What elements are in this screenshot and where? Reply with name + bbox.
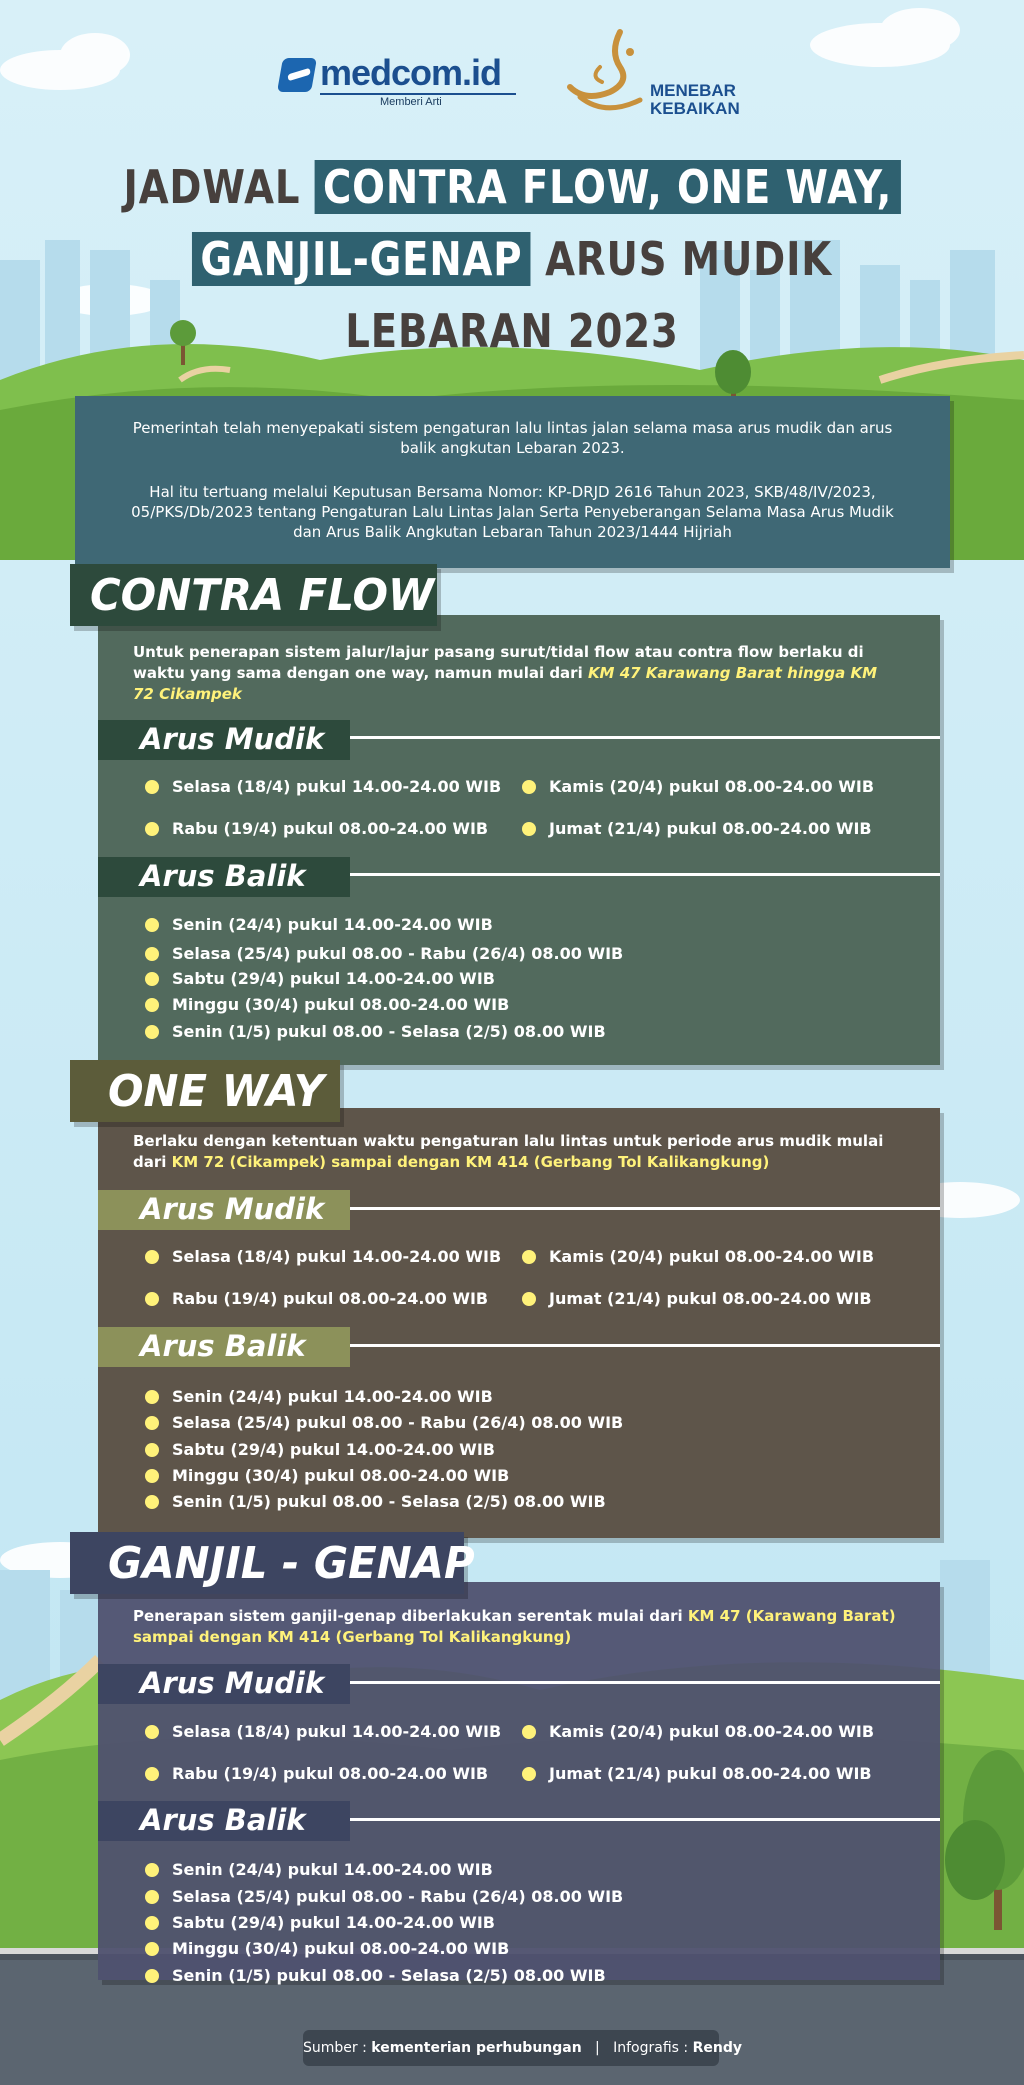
one-way-balik-item: Selasa (25/4) pukul 08.00 - Rabu (26/4) 08.00 WIB — [145, 1413, 623, 1432]
medcom-tagline: Memberi Arti — [380, 96, 442, 108]
ramadan-calligraphy-icon — [560, 22, 650, 122]
one-way-mudik-item: Jumat (21/4) pukul 08.00-24.00 WIB — [522, 1289, 872, 1308]
one-way-note-highlight: KM 72 (Cikampek) sampai dengan KM 414 (Gerbang Tol Kalikangkung) — [171, 1153, 770, 1171]
ganjil-genap-note-highlight: KM 47 (Karawang Barat) sampai dengan KM 414 (Gerbang Tol Kalikangkung) — [133, 1607, 896, 1646]
one-way-mudik-rule — [350, 1207, 940, 1210]
medcom-logo[interactable] — [280, 52, 520, 108]
contra-flow-mudik-item: Kamis (20/4) pukul 08.00-24.00 WIB — [522, 777, 874, 796]
title-highlight-1: CONTRA FLOW, ONE WAY, — [315, 160, 901, 214]
medcom-logo-text: medcom.id — [320, 52, 502, 93]
one-way-balik-title: Arus Balik — [140, 1329, 306, 1363]
one-way-mudik-title: Arus Mudik — [140, 1192, 325, 1226]
ganjil-genap-balik-title: Arus Balik — [140, 1803, 306, 1837]
one-way-mudik-item: Rabu (19/4) pukul 08.00-24.00 WIB — [145, 1289, 488, 1308]
page-title-line-3: LEBARAN 2023 — [345, 304, 679, 358]
contra-flow-balik-rule — [350, 873, 940, 876]
menebar-kebaikan-logo — [560, 22, 760, 122]
ganjil-genap-mudik-item: Kamis (20/4) pukul 08.00-24.00 WIB — [522, 1722, 874, 1741]
one-way-mudik-header — [98, 1190, 350, 1230]
contra-flow-balik-item: Senin (1/5) pukul 08.00 - Selasa (2/5) 08.00 WIB — [145, 1022, 606, 1041]
intro-paragraph-1: Pemerintah telah menyepakati sistem pengaturan lalu lintas jalan selama masa arus mudik dan arus balik angkutan Lebaran 2023. — [132, 419, 893, 457]
menebar-logo-line2: KEBAIKAN — [650, 99, 740, 118]
footer-separator: | — [595, 2040, 600, 2056]
contra-flow-note-text: Untuk penerapan sistem jalur/lajur pasang surut/tidal flow atau contra flow berlaku di waktu yang sama dengan one way, namun mulai dari — [133, 643, 864, 682]
contra-flow-mudik-rule — [350, 736, 940, 739]
intro-box — [75, 396, 950, 568]
ganjil-genap-mudik-item: Rabu (19/4) pukul 08.00-24.00 WIB — [145, 1764, 488, 1783]
ganjil-genap-balik-header — [98, 1801, 350, 1841]
contra-flow-mudik-item: Rabu (19/4) pukul 08.00-24.00 WIB — [145, 819, 488, 838]
ganjil-genap-balik-rule — [350, 1818, 940, 1821]
contra-flow-balik-title: Arus Balik — [140, 859, 306, 893]
contra-flow-mudik-title: Arus Mudik — [140, 722, 325, 756]
one-way-balik-header — [98, 1327, 350, 1367]
contra-flow-balik-item: Sabtu (29/4) pukul 14.00-24.00 WIB — [145, 969, 495, 988]
contra-flow-balik-header — [98, 857, 350, 897]
one-way-section-header — [70, 1060, 340, 1122]
ganjil-genap-mudik-title: Arus Mudik — [140, 1666, 325, 1700]
one-way-balik-item: Senin (1/5) pukul 08.00 - Selasa (2/5) 08.00 WIB — [145, 1492, 606, 1511]
contra-flow-title: CONTRA FLOW — [90, 570, 435, 621]
ganjil-genap-balik-item: Senin (1/5) pukul 08.00 - Selasa (2/5) 08.00 WIB — [145, 1966, 606, 1985]
intro-paragraph-2: Hal itu tertuang melalui Keputusan Bersama Nomor: KP-DRJD 2616 Tahun 2023, SKB/48/IV/2023, 05/PKS/Db/2023 tentang Pengaturan Lalu Lintas Jalan Serta Penyeberangan Selama Masa Arus Mudik dan Arus Balik Angkutan Lebaran Tahun 2023/1444 Hijriah — [131, 483, 894, 541]
ganjil-genap-mudik-header — [98, 1664, 350, 1704]
contra-flow-balik-item: Selasa (25/4) pukul 08.00 - Rabu (26/4) 08.00 WIB — [145, 944, 623, 963]
contra-flow-balik-item: Senin (24/4) pukul 14.00-24.00 WIB — [145, 915, 493, 934]
title-arus-mudik: ARUS MUDIK — [545, 232, 833, 286]
one-way-balik-rule — [350, 1344, 940, 1347]
one-way-balik-item: Sabtu (29/4) pukul 14.00-24.00 WIB — [145, 1440, 495, 1459]
ganjil-genap-balik-item: Selasa (25/4) pukul 08.00 - Rabu (26/4) 08.00 WIB — [145, 1887, 623, 1906]
ganjil-genap-section-header — [70, 1532, 475, 1594]
ganjil-genap-note — [133, 1606, 903, 1648]
page-title-line-1 — [82, 160, 942, 214]
page-title-line-2 — [82, 232, 942, 286]
contra-flow-note — [133, 642, 893, 705]
footer-source-label: Sumber : — [303, 2040, 367, 2056]
ganjil-genap-balik-item: Minggu (30/4) pukul 08.00-24.00 WIB — [145, 1939, 509, 1958]
medcom-mark-icon — [277, 58, 317, 92]
contra-flow-balik-item: Minggu (30/4) pukul 08.00-24.00 WIB — [145, 995, 509, 1014]
ganjil-genap-balik-item: Senin (24/4) pukul 14.00-24.00 WIB — [145, 1860, 493, 1879]
ganjil-genap-mudik-item: Selasa (18/4) pukul 14.00-24.00 WIB — [145, 1722, 501, 1741]
footer-credit-value: Rendy — [692, 2040, 742, 2056]
contra-flow-mudik-item: Jumat (21/4) pukul 08.00-24.00 WIB — [522, 819, 872, 838]
contra-flow-note-highlight: KM 47 Karawang Barat hingga KM 72 Cikampek — [133, 664, 878, 703]
one-way-title: ONE WAY — [108, 1066, 325, 1117]
contra-flow-section-header — [70, 564, 437, 626]
title-highlight-2: GANJIL-GENAP — [192, 232, 531, 286]
one-way-balik-item: Senin (24/4) pukul 14.00-24.00 WIB — [145, 1387, 493, 1406]
one-way-note — [133, 1131, 893, 1173]
footer-source-value: kementerian perhubungan — [371, 2040, 582, 2056]
one-way-note-text: Berlaku dengan ketentuan waktu pengaturan lalu lintas untuk periode arus mudik mulai dari — [133, 1132, 884, 1171]
ganjil-genap-mudik-rule — [350, 1681, 940, 1684]
ganjil-genap-title: GANJIL - GENAP — [108, 1538, 475, 1589]
contra-flow-mudik-header — [98, 720, 350, 760]
title-jadwal: JADWAL — [123, 160, 301, 214]
menebar-logo-line1: MENEBAR — [650, 81, 736, 100]
ganjil-genap-balik-item: Sabtu (29/4) pukul 14.00-24.00 WIB — [145, 1913, 495, 1932]
footer-credit-label: Infografis : — [613, 2040, 689, 2056]
contra-flow-mudik-item: Selasa (18/4) pukul 14.00-24.00 WIB — [145, 777, 501, 796]
one-way-mudik-item: Kamis (20/4) pukul 08.00-24.00 WIB — [522, 1247, 874, 1266]
one-way-balik-item: Minggu (30/4) pukul 08.00-24.00 WIB — [145, 1466, 509, 1485]
medcom-logo-underline — [320, 93, 516, 95]
ganjil-genap-mudik-item: Jumat (21/4) pukul 08.00-24.00 WIB — [522, 1764, 872, 1783]
ganjil-genap-note-text: Penerapan sistem ganjil-genap diberlakukan serentak mulai dari — [133, 1607, 688, 1625]
menebar-logo-text — [650, 82, 740, 118]
footer-credits — [303, 2030, 742, 2066]
one-way-mudik-item: Selasa (18/4) pukul 14.00-24.00 WIB — [145, 1247, 501, 1266]
